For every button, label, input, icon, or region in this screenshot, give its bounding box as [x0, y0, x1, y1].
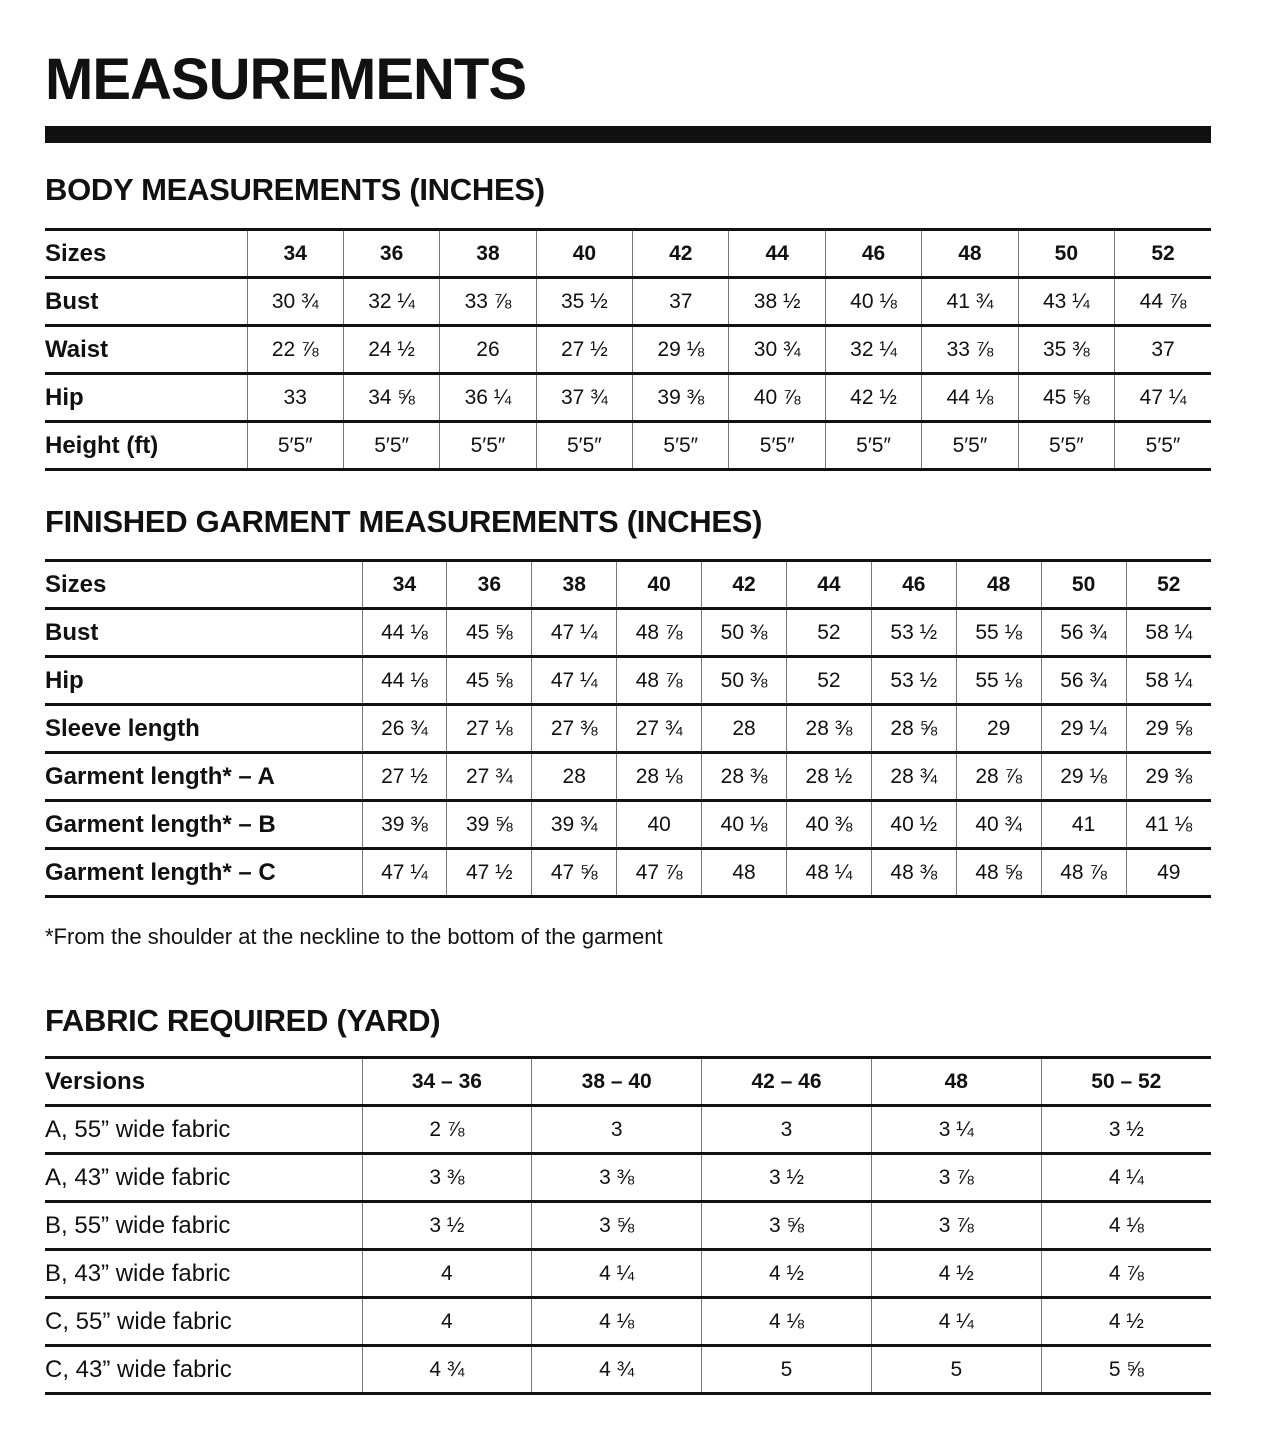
table-cell: 3 ⅜ — [532, 1154, 702, 1202]
table-cell: 28 — [702, 705, 787, 753]
table-cell: 4 ¼ — [532, 1250, 702, 1298]
table-cell: 24 ½ — [343, 326, 439, 374]
table-cell: 27 ⅜ — [532, 705, 617, 753]
table-cell: 26 ¾ — [362, 705, 447, 753]
table-cell: 29 ⅝ — [1126, 705, 1211, 753]
table-cell: 39 ⅝ — [447, 801, 532, 849]
table-cell: 48 ⅝ — [956, 849, 1041, 897]
row-label: Garment length* – B — [45, 801, 362, 849]
column-header: 52 — [1126, 561, 1211, 609]
column-header: 48 — [871, 1058, 1041, 1106]
table-cell: 40 ⅜ — [786, 801, 871, 849]
table-cell: 48 ⅞ — [1041, 849, 1126, 897]
table-cell: 5′5″ — [247, 422, 343, 470]
table-cell: 3 ⅝ — [532, 1202, 702, 1250]
table-row — [45, 422, 1211, 470]
table-cell: 41 ¾ — [922, 278, 1018, 326]
table-cell: 3 ½ — [1041, 1106, 1211, 1154]
row-label: B, 55” wide fabric — [45, 1202, 362, 1250]
table-cell: 52 — [786, 657, 871, 705]
table-cell: 4 ¼ — [1041, 1154, 1211, 1202]
table-cell: 58 ¼ — [1126, 657, 1211, 705]
table-cell: 39 ⅜ — [362, 801, 447, 849]
table-cell: 40 ⅛ — [702, 801, 787, 849]
table-cell: 32 ¼ — [825, 326, 921, 374]
table-cell: 40 ½ — [871, 801, 956, 849]
table-cell: 3 ½ — [702, 1154, 872, 1202]
table-cell: 4 ⅛ — [1041, 1202, 1211, 1250]
row-label: Waist — [45, 326, 247, 374]
table-cell: 39 ¾ — [532, 801, 617, 849]
row-label: Hip — [45, 374, 247, 422]
table-cell: 53 ½ — [871, 657, 956, 705]
column-header: 34 — [247, 230, 343, 278]
table-cell: 4 ⅞ — [1041, 1250, 1211, 1298]
table-cell: 44 ⅛ — [362, 657, 447, 705]
table-cell: 5′5″ — [922, 422, 1018, 470]
garment-measurements-table — [45, 559, 1211, 898]
column-header: 38 — [532, 561, 617, 609]
table-cell: 50 ⅜ — [702, 609, 787, 657]
row-label: Bust — [45, 278, 247, 326]
table-cell: 55 ⅛ — [956, 657, 1041, 705]
header-row — [45, 1058, 1211, 1106]
table-cell: 44 ⅞ — [1115, 278, 1211, 326]
table-cell: 28 ⅜ — [702, 753, 787, 801]
table-cell: 56 ¾ — [1041, 657, 1126, 705]
table-cell: 34 ⅝ — [343, 374, 439, 422]
table-row — [45, 657, 1211, 705]
table-row — [45, 849, 1211, 897]
table-cell: 5′5″ — [633, 422, 729, 470]
table-cell: 38 ½ — [729, 278, 825, 326]
table-cell: 4 — [362, 1298, 532, 1346]
table-row — [45, 1106, 1211, 1154]
table-cell: 5′5″ — [1115, 422, 1211, 470]
column-header: 36 — [343, 230, 439, 278]
footnote: *From the shoulder at the neckline to the bottom of the garment — [45, 924, 663, 949]
table-cell: 28 ½ — [786, 753, 871, 801]
table-cell: 26 — [440, 326, 536, 374]
table-row — [45, 1346, 1211, 1394]
table-row — [45, 278, 1211, 326]
table-cell: 48 ⅜ — [871, 849, 956, 897]
row-label: A, 43” wide fabric — [45, 1154, 362, 1202]
table-cell: 58 ¼ — [1126, 609, 1211, 657]
table-row — [45, 1202, 1211, 1250]
table-cell: 48 ¼ — [786, 849, 871, 897]
table-cell: 4 ½ — [871, 1250, 1041, 1298]
row-label: C, 43” wide fabric — [45, 1346, 362, 1394]
table-cell: 27 ¾ — [617, 705, 702, 753]
table-cell: 3 ⅞ — [871, 1202, 1041, 1250]
table-cell: 5′5″ — [440, 422, 536, 470]
row-label: A, 55” wide fabric — [45, 1106, 362, 1154]
table-cell: 27 ⅛ — [447, 705, 532, 753]
column-header: 38 — [440, 230, 536, 278]
table-cell: 29 ⅛ — [1041, 753, 1126, 801]
table-cell: 28 ¾ — [871, 753, 956, 801]
table-cell: 37 ¾ — [536, 374, 632, 422]
table-cell: 4 — [362, 1250, 532, 1298]
fabric-required-table — [45, 1056, 1211, 1395]
table-cell: 27 ¾ — [447, 753, 532, 801]
table-cell: 47 ½ — [447, 849, 532, 897]
column-header: 36 — [447, 561, 532, 609]
table-cell: 47 ¼ — [532, 609, 617, 657]
row-label: Hip — [45, 657, 362, 705]
garment-heading: FINISHED GARMENT MEASUREMENTS (INCHES) — [45, 504, 763, 539]
body-heading: BODY MEASUREMENTS (INCHES) — [45, 172, 545, 207]
table-cell: 5′5″ — [536, 422, 632, 470]
table-cell: 3 — [532, 1106, 702, 1154]
column-header: 44 — [786, 561, 871, 609]
table-cell: 37 — [633, 278, 729, 326]
column-header: 48 — [956, 561, 1041, 609]
table-cell: 33 — [247, 374, 343, 422]
table-cell: 42 ½ — [825, 374, 921, 422]
column-header: 46 — [871, 561, 956, 609]
table-cell: 41 ⅛ — [1126, 801, 1211, 849]
table-cell: 28 ⅜ — [786, 705, 871, 753]
table-cell: 3 ½ — [362, 1202, 532, 1250]
fabric-heading: FABRIC REQUIRED (YARD) — [45, 1003, 441, 1038]
table-cell: 29 ¼ — [1041, 705, 1126, 753]
table-cell: 45 ⅝ — [447, 609, 532, 657]
table-row — [45, 1250, 1211, 1298]
table-row — [45, 801, 1211, 849]
table-cell: 30 ¾ — [247, 278, 343, 326]
column-header: 50 – 52 — [1041, 1058, 1211, 1106]
table-row — [45, 1154, 1211, 1202]
column-header: 42 – 46 — [702, 1058, 872, 1106]
table-cell: 48 — [702, 849, 787, 897]
column-header: 40 — [617, 561, 702, 609]
table-cell: 56 ¾ — [1041, 609, 1126, 657]
table-cell: 4 ¾ — [362, 1346, 532, 1394]
header-row — [45, 230, 1211, 278]
table-cell: 5 — [702, 1346, 872, 1394]
row-label: Bust — [45, 609, 362, 657]
column-header: 42 — [633, 230, 729, 278]
column-header: 34 – 36 — [362, 1058, 532, 1106]
table-cell: 49 — [1126, 849, 1211, 897]
row-label: B, 43” wide fabric — [45, 1250, 362, 1298]
column-header: 46 — [825, 230, 921, 278]
table-row — [45, 753, 1211, 801]
table-cell: 5 — [871, 1346, 1041, 1394]
table-cell: 47 ⅝ — [532, 849, 617, 897]
table-cell: 47 ¼ — [532, 657, 617, 705]
table-cell: 5′5″ — [343, 422, 439, 470]
column-header: 50 — [1041, 561, 1126, 609]
table-cell: 3 ¼ — [871, 1106, 1041, 1154]
table-cell: 35 ⅜ — [1018, 326, 1114, 374]
body-measurements-table — [45, 228, 1211, 471]
column-header: 40 — [536, 230, 632, 278]
table-cell: 55 ⅛ — [956, 609, 1041, 657]
table-cell: 44 ⅛ — [362, 609, 447, 657]
row-label: Sleeve length — [45, 705, 362, 753]
table-cell: 48 ⅞ — [617, 657, 702, 705]
table-cell: 4 ⅛ — [532, 1298, 702, 1346]
table-row — [45, 1298, 1211, 1346]
row-label: Garment length* – C — [45, 849, 362, 897]
table-cell: 45 ⅝ — [447, 657, 532, 705]
table-cell: 5′5″ — [1018, 422, 1114, 470]
table-cell: 5 ⅝ — [1041, 1346, 1211, 1394]
table-row — [45, 705, 1211, 753]
table-cell: 29 ⅛ — [633, 326, 729, 374]
table-cell: 5′5″ — [729, 422, 825, 470]
page-title: MEASUREMENTS — [45, 47, 527, 112]
table-cell: 47 ⅞ — [617, 849, 702, 897]
table-cell: 29 ⅜ — [1126, 753, 1211, 801]
row-label: Height (ft) — [45, 422, 247, 470]
table-cell: 44 ⅛ — [922, 374, 1018, 422]
table-cell: 40 — [617, 801, 702, 849]
column-header: 52 — [1115, 230, 1211, 278]
column-header: 34 — [362, 561, 447, 609]
table-cell: 28 ⅝ — [871, 705, 956, 753]
table-cell: 28 ⅛ — [617, 753, 702, 801]
table-cell: 22 ⅞ — [247, 326, 343, 374]
table-cell: 33 ⅞ — [440, 278, 536, 326]
table-cell: 37 — [1115, 326, 1211, 374]
column-header: 38 – 40 — [532, 1058, 702, 1106]
row-label: Garment length* – A — [45, 753, 362, 801]
table-cell: 48 ⅞ — [617, 609, 702, 657]
table-cell: 4 ⅛ — [702, 1298, 872, 1346]
column-header: 50 — [1018, 230, 1114, 278]
column-header: Sizes — [45, 230, 247, 278]
table-cell: 40 ⅛ — [825, 278, 921, 326]
table-cell: 33 ⅞ — [922, 326, 1018, 374]
table-cell: 4 ¾ — [532, 1346, 702, 1394]
table-cell: 4 ½ — [1041, 1298, 1211, 1346]
title-divider — [45, 126, 1211, 143]
table-cell: 39 ⅜ — [633, 374, 729, 422]
table-cell: 3 ⅜ — [362, 1154, 532, 1202]
table-cell: 36 ¼ — [440, 374, 536, 422]
table-cell: 43 ¼ — [1018, 278, 1114, 326]
table-cell: 28 ⅞ — [956, 753, 1041, 801]
table-cell: 40 ⅞ — [729, 374, 825, 422]
table-cell: 52 — [786, 609, 871, 657]
table-row — [45, 326, 1211, 374]
table-cell: 5′5″ — [825, 422, 921, 470]
table-cell: 3 ⅝ — [702, 1202, 872, 1250]
table-cell: 27 ½ — [536, 326, 632, 374]
table-cell: 4 ½ — [702, 1250, 872, 1298]
table-cell: 27 ½ — [362, 753, 447, 801]
table-row — [45, 609, 1211, 657]
table-cell: 41 — [1041, 801, 1126, 849]
table-cell: 32 ¼ — [343, 278, 439, 326]
table-cell: 29 — [956, 705, 1041, 753]
column-header: Sizes — [45, 561, 362, 609]
column-header: 42 — [702, 561, 787, 609]
table-cell: 28 — [532, 753, 617, 801]
column-header: 48 — [922, 230, 1018, 278]
table-cell: 35 ½ — [536, 278, 632, 326]
table-cell: 40 ¾ — [956, 801, 1041, 849]
table-cell: 47 ¼ — [1115, 374, 1211, 422]
table-cell: 30 ¾ — [729, 326, 825, 374]
column-header: 44 — [729, 230, 825, 278]
table-cell: 50 ⅜ — [702, 657, 787, 705]
table-cell: 2 ⅞ — [362, 1106, 532, 1154]
header-row — [45, 561, 1211, 609]
table-cell: 3 ⅞ — [871, 1154, 1041, 1202]
table-cell: 53 ½ — [871, 609, 956, 657]
table-cell: 45 ⅝ — [1018, 374, 1114, 422]
table-row — [45, 374, 1211, 422]
table-cell: 3 — [702, 1106, 872, 1154]
column-header: Versions — [45, 1058, 362, 1106]
row-label: C, 55” wide fabric — [45, 1298, 362, 1346]
table-cell: 4 ¼ — [871, 1298, 1041, 1346]
table-cell: 47 ¼ — [362, 849, 447, 897]
